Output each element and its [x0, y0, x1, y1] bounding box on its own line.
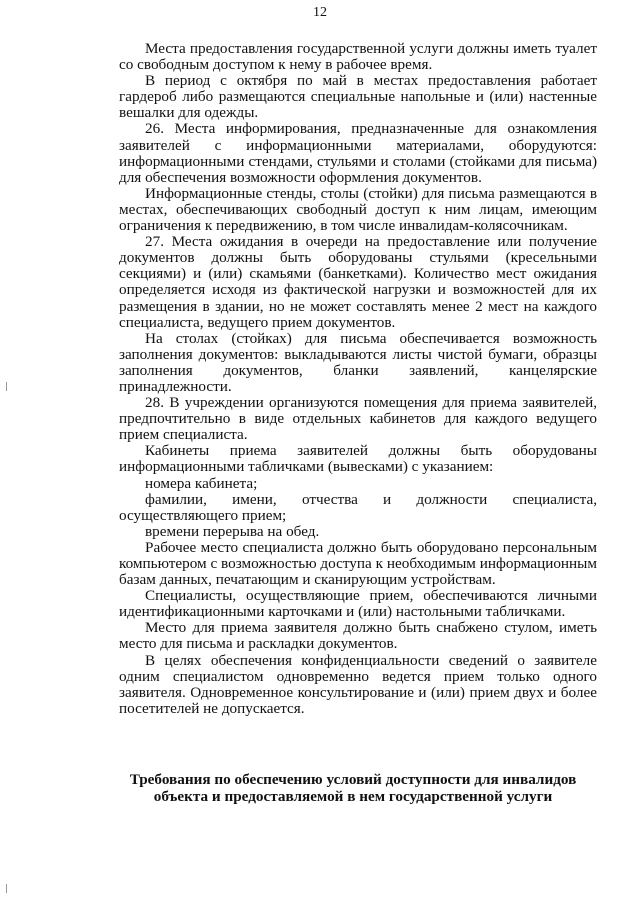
- section-heading: [110, 772, 596, 805]
- paragraph-toilet: Места предоставления государственной услуги должны иметь туалет со свободным доступом к нему в рабочее время.: [119, 40, 597, 74]
- paragraph-applicant-place: Место для приема заявителя должно быть снабжено стулом, иметь место для письма и раскладки документов.: [119, 619, 597, 653]
- list-item-lunch-break: времени перерыва на обед.: [145, 522, 320, 540]
- page-number: 12: [313, 5, 327, 20]
- paragraph-workplace: Рабочее место специалиста должно быть оборудовано персональным компьютером с возможностью доступа к необходимым информационным базам данных, печатающим и сканирующим устройствам.: [119, 538, 597, 589]
- paragraph-cabinets: Кабинеты приема заявителей должны быть оборудованы информационными табличками (вывесками) с указанием:: [119, 442, 597, 476]
- list-item-specialist-name: фамилии, имени, отчества и должности специалиста, осуществляющего прием;: [119, 490, 597, 524]
- paragraph-confidentiality: В целях обеспечения конфиденциальности сведений о заявителе одним специалистом одновременно ведется прием только одного заявителя. Одновременное консультирование и (или) прием двух и более посетителей не допускается.: [119, 651, 597, 717]
- paragraph-wardrobe: В период с октября по май в местах предоставления работает гардероб либо размещаются специальные напольные и (или) настенные вешалки для одежды.: [119, 72, 597, 122]
- heading-line-1: Требования по обеспечению условий доступности для инвалидов: [129, 771, 577, 788]
- paragraph-info-stands: Информационные стенды, столы (стойки) для письма размещаются в местах, обеспечивающих свободный доступ к ним лицам, имеющим ограничения к передвижению, в том числе инвалидам-колясочникам.: [119, 184, 597, 235]
- paragraph-writing-tables: На столах (стойках) для письма обеспечивается возможность заполнения документов: выкладываются листы чистой бумаги, образцы заполнения документов, бланки заявлений, канцелярские принадлежности.: [119, 329, 597, 395]
- list-item-room-number: номера кабинета;: [145, 474, 258, 492]
- paragraph-item-26: 26. Места информирования, предназначенные для ознакомления заявителей с информационными материалами, оборудуются: информационными стендами, стульями и столами (стойками для письма) для обеспечения возможности оформления документов.: [119, 120, 597, 186]
- paragraph-id-cards: Специалисты, осуществляющие прием, обеспечиваются личными идентификационными карточками и (или) настольными табличками.: [119, 587, 597, 621]
- scan-edge-mark: [6, 884, 7, 893]
- paragraph-item-27: 27. Места ожидания в очереди на предоставление или получение документов должны быть оборудованы стульями (кресельными секциями) и (или) скамьями (банкетками). Количество мест ожидания определяется исходя из фактической нагрузки и возможностей для их размещения в здании, но не может составлять менее 2 мест на каждого специалиста, ведущего прием документов.: [119, 233, 597, 331]
- heading-line-2: объекта и предоставляемой в нем государственной услуги: [153, 787, 553, 805]
- paragraph-item-28: 28. В учреждении организуются помещения для приема заявителей, предпочтительно в виде отдельных кабинетов для каждого ведущего прием специалиста.: [119, 394, 597, 444]
- scan-edge-mark: [6, 382, 7, 391]
- body-text: [119, 41, 597, 717]
